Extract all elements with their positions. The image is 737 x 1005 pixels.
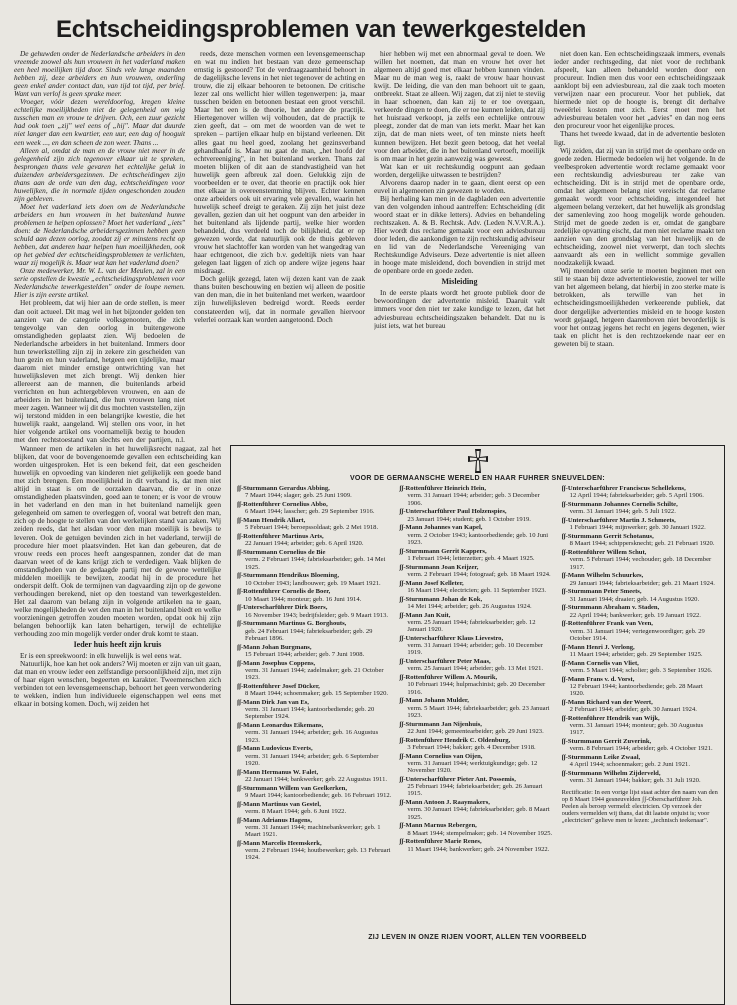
- fallen-name: ʃʃ-Mann Johan Burgmans,: [237, 643, 312, 651]
- fallen-details: 10 Februari 1944; hulpmachinist; geb. 20 December 1916.: [407, 681, 546, 696]
- memorial-entry: [237, 549, 393, 571]
- article-paragraph: Onze medewerker, Mr. W. L. van der Meulen, zal in een serie opstellen de kwestie „echtscheidingsproblemen voor Nederlandsche tewerkgestelden" onder de loupe nemen. Hier is zijn eerste artikel.: [14, 266, 185, 300]
- article-paragraph: Natuurlijk, hoe kan het ook anders? Wij moeten er zijn van uit gaan, dat man en vrouw ieder een zelfstandige persoonlijkheid zijn, met zijn of haar eigen wenschen, begeerten en karakter. Tweemenschen zich verbinden tot een levensgemeenschap, behoort het geen verwondering te wekken, indien hun individueele eigenschappen wel eens met elkaar in botsing komen. Doch, wij zeiden het: [14, 659, 221, 709]
- fallen-details: 3 Februari 1944; bakker; geb. 4 December 1918.: [407, 743, 536, 751]
- article-paragraph: Moet het vaderland iets doen om de Nederlandsche arbeiders en hun vrouwen in het buitenland hunne problemen te helpen oplossen? Moet het vaderland „iets" doen: de Nederlandsche arbeidersgezinnen hebben geen schuld aan dezen oorlog, zoodat zij er minstens recht op hebben, dat anderen haar helpen hun moeilijkheden, ook op het gebied der echtscheidingsproblemen te verlichten, waar zij mogelijk is. Maar wat kan het vaderland doen?: [14, 201, 185, 268]
- fallen-name: ʃʃ-Rottenführer Frank van Veen,: [561, 620, 653, 628]
- fallen-details: 4 April 1944; schoenmaker; geb. 2 Juni 1921.: [569, 761, 690, 769]
- memorial-entry: [237, 517, 393, 532]
- fallen-name: ʃʃ-Sturmmann Johan de Kok,: [399, 595, 483, 603]
- fallen-name: ʃʃ-Sturmmann Willem van Geelkerken,: [237, 784, 347, 792]
- fallen-details: verm. 31 Januari 1944; kantoorbediende; geb. 20 September 1924.: [245, 706, 375, 721]
- memorial-name-grid: [237, 485, 718, 930]
- memorial-entry: [237, 722, 393, 744]
- fallen-name: ʃʃ-Rottenführer Hendrik van Wijk,: [561, 714, 660, 722]
- memorial-entry: [237, 588, 393, 603]
- subheading: Misleiding: [441, 277, 478, 287]
- article-column-4: [554, 50, 725, 445]
- article-paragraph: niet doen kan. Een echtscheidingszaak immers, evenals ieder ander rechtsgeding, dat niet voor de rechtbank afspeelt, kan alleen behandeld worden door een procureur. Indien men dus voor een echtscheidingszaak aanklopt bij een adviesbureau, zal die zaak toch moeten verwijzen naar een procureur. Voor het publiek, dat hiermede niet op de hoogte is, brengt dit derhalve tweeërlei kosten met zich. Eerst moet men het adviesbureau betalen voor het „advies" en dan nog eens den procureur voor het eigenlijke proces.: [554, 50, 725, 131]
- fallen-name: ʃʃ-Sturmmann Joan Keijzer,: [399, 563, 479, 571]
- fallen-name: ʃʃ-Rottenführer Heinrich Hein,: [399, 485, 487, 492]
- rectification-note: Rectificatie: In een vorige lijst staat achter den naam van den op 8 Maart 1944 gesneuvelden ʃʃ-Oberscharführer Joh. Peelen als beroep vermeld: electricien. Op verzoek der ouders vermelden wij thans, dat dit laatste onjuist is; voor „electricien" gelieve men te lezen: „technisch teekenaar".: [561, 788, 718, 824]
- fallen-details: verm. 31 Januari 1944; monteur; geb. 30 Augustus 1917.: [569, 722, 704, 737]
- fallen-details: verm. 31 Januari 1944; arbeider; geb. 10 December 1919.: [407, 642, 543, 657]
- memorial-entry: [562, 754, 718, 769]
- memorial-entry: [399, 485, 555, 507]
- fallen-details: verm. 31 Januari 1944; machinebankwerker; geb. 1 Maart 1921.: [245, 823, 381, 838]
- memorial-entry: [399, 580, 555, 595]
- memorial-entry: [562, 517, 718, 532]
- fallen-details: 12 Februari 1944; kantoorbediende; geb. 28 Maart 1920.: [569, 682, 703, 697]
- fallen-name: ʃʃ-Rottenführer Cornelis de Boer,: [237, 588, 331, 596]
- memorial-entry: [399, 658, 555, 673]
- memorial-entry: [399, 635, 555, 657]
- memorial-entry: [237, 620, 393, 642]
- fallen-details: verm. 8 Maart 1944; geb. 6 Juni 1922.: [245, 807, 347, 815]
- article-column-2: [194, 50, 365, 445]
- memorial-entry: [399, 776, 555, 798]
- fallen-name: ʃʃ-Mann Hendrik Allart,: [237, 517, 306, 524]
- fallen-details: 29 Januari 1944; fabrieksarbeider; geb. 21 Maart 1924.: [569, 579, 715, 587]
- fallen-name: ʃʃ-Mann Johann Mulder,: [399, 697, 469, 705]
- fallen-name: ʃʃ-Unterscharführer Dirk Boers,: [237, 604, 328, 612]
- fallen-name: ʃʃ-Mann Jan Kuit,: [399, 611, 451, 619]
- fallen-name: ʃʃ-Mann Marcelis Heemskerk,: [237, 839, 322, 847]
- article-paragraph: Wanneer men de artikelen in het huwelijksrecht nagaat, zal het blijken, dat voor de bovengenoemde gevallen een echtscheiding kan worden uitgesproken. Het is een bekend feit, dat een gescheiden huwelijk en opvoeding van kinderen niet gelijkelijk een goede band met zich brengen. Een moeilijkheid in dit verband is, dat men niet altijd in staat is om de oorzaken daarvan, die er in onze omstandigheden plaatsvinden, goed aan te tonen; er is voor de vrouw in het vaderland en den man in het buitenland namelijk geen gelegenheid om samen te overleggen of, vooral wat betreft den man, zich op de hoogte te stellen van den werkelijken stand van zaken. Wij zeiden reeds, dat het alsdan voor den man moeilijk is bewijs te leveren. Ook de getuigen bevinden zich in het vaderland, terwijl de procedure hier moet plaatsvinden. Het kan dan gebeuren, dat de vrouw reeds een proces heeft aangespannen, zonder dat de man daarvan weet of de kans krijgt zich te verdedigen. Vaak blijken de omstandigheden van de gedaagde partij met de gewone wettelijke middelen moeilijk te bewijzen, zoodat hij in de procedure het onderspit delft. Ook de termijnen van dagvaarding zijn op de gewone verhoudingen berekend, niet op den toestand van tewerkgestelden. Het zal daarom van belang zijn in volgende artikelen na te gaan, welke mogelijkheden de wet den man in het buitenland biedt en welke voorzieningen getroffen zouden moeten worden, opdat ook hij zijn belangen behoorlijk kan laten behartigen, terwijl de echtelijke verhouding zoo min mogelijk verder onder druk komt te staan.: [14, 445, 221, 639]
- fallen-name: ʃʃ-Rottenführer Willem Schut,: [561, 549, 647, 556]
- article-column-1: [14, 50, 185, 445]
- memorial-entry: [399, 721, 555, 736]
- fallen-details: verm. 31 Januari 1944; arbeider; geb. 16 Augustus 1923.: [245, 729, 379, 744]
- memorial-column-3: [562, 485, 718, 930]
- fallen-name: ʃʃ-Sturmmann Wilhelm Zijderveld,: [561, 770, 661, 777]
- article-paragraph: De gehuwden onder de Nederlandsche arbeiders in den vreemde zoowel als hun vrouwen in het vaderland maken een heel moeilijken tijd door. Sinds vele lange maanden hebben zij, deze arbeiders en hun vrouwen, onderling geen enkel ander contact dan, van tijd tot tijd, per brief. Want van verlof is geen sprake meer.: [14, 50, 185, 99]
- fallen-name: ʃʃ-Rottenführer Willem A. Mourik,: [399, 674, 498, 681]
- fallen-details: 9 Maart 1944; kantoorbediende; geb. 16 Februari 1912.: [245, 791, 392, 799]
- fallen-details: 31 Januari 1944; draaier; geb. 14 Augustus 1920.: [569, 595, 700, 603]
- memorial-entry: [237, 683, 393, 698]
- fallen-details: verm. 8 Februari 1944; arbeider; geb. 4 October 1921.: [569, 745, 713, 753]
- fallen-details: verm. 5 Maart 1944; scholier; geb. 3 September 1926.: [569, 666, 713, 674]
- fallen-details: 7 Maart 1944; slager; geb. 25 Juni 1909.: [245, 492, 352, 500]
- fallen-details: verm. 31 Januari 1944; geb. 5 Juli 1922.: [569, 508, 676, 516]
- fallen-details: verm. 31 Januari 1944; vertegenwoordiger; geb. 29 October 1914.: [569, 627, 705, 642]
- fallen-details: 8 Maart 1944; schoenmaker; geb. 15 September 1920.: [245, 690, 389, 697]
- fallen-details: verm. 31 Januari 1944; bakker; geb. 31 Juli 1920.: [569, 777, 701, 785]
- fallen-details: 23 Januari 1944; student; geb. 1 October 1919.: [407, 515, 531, 523]
- memorial-entry: [562, 699, 718, 714]
- fallen-name: ʃʃ-Sturmmann Abraham v. Staden,: [561, 604, 660, 612]
- fallen-details: verm. 25 Januari 1944; fabrieksarbeider; geb. 12 Januari 1920.: [407, 618, 536, 633]
- fallen-name: ʃʃ-Mann Marnus Rebergen,: [399, 822, 477, 830]
- fallen-details: 1 Februari 1944; letterzetter; geb. 4 Maart 1925.: [407, 554, 535, 562]
- memorial-entry: [237, 572, 393, 587]
- memorial-entry: [399, 737, 555, 752]
- memorial-entry: [562, 715, 718, 737]
- memorial-footer: ZIJ LEVEN IN ONZE RIJEN VOORT, ALLEN TEN VOORBEELD: [368, 934, 587, 941]
- article-paragraph: Wij meenden onze serie te moeten beginnen met een stil te staan bij deze advertentiekwestie, zoowel ter wille van het algemeen belang, dat hierbij in zoo sterke mate is betrokken, als terwille van het in echtscheidingsmoeilijkheden verkeerende publiek, dat door dergelijke advertenties misleid en te hooge kosten wordt gejaagd, hetgeen daarenboven niet bevorderlijk is voor het ontzag jegens het recht en jegens degenen, wier taak en plicht het is den rechtzoekende naar eer en geweten bij te staan.: [554, 266, 725, 348]
- article-headline: Echtscheidingsproblemen van tewerkgestelden: [56, 16, 586, 43]
- subheading: Ieder huis heeft zijn kruis: [73, 640, 162, 650]
- fallen-details: 15 Februari 1944; arbeider; geb. 7 Juni 1908.: [245, 650, 365, 658]
- memorial-entry: [399, 674, 555, 696]
- iron-cross-icon: [465, 448, 491, 474]
- fallen-details: 6 Maart 1944; lasscher; geb. 29 September 1916.: [245, 508, 375, 516]
- fallen-name: ʃʃ-Rottenführer Hendrik C. Oldenburg,: [399, 736, 511, 744]
- fallen-name: ʃʃ-Unterscharführer Klaus Lievestro,: [399, 634, 504, 642]
- fallen-name: ʃʃ-Unterscharführer Paul Holzenspies,: [399, 508, 507, 516]
- fallen-details: 25 Februari 1944; fabrieksarbeider; geb. 26 Januari 1915.: [407, 783, 543, 798]
- fallen-name: ʃʃ-Mann Leonardus Eikemans,: [237, 722, 324, 729]
- memorial-entry: [237, 660, 393, 682]
- fallen-details: 2 Februari 1944; arbeider; geb. 30 Januari 1924.: [569, 706, 697, 713]
- fallen-name: ʃʃ-Mann Josephus Coppens,: [237, 659, 316, 667]
- memorial-entry: [399, 564, 555, 579]
- fallen-name: ʃʃ-Unterscharführer Franciscus Schellekens,: [561, 485, 686, 492]
- fallen-name: ʃʃ-Mann Richard van der Weert,: [561, 698, 653, 706]
- lower-section: [14, 445, 725, 1005]
- memorial-entry: [399, 548, 555, 563]
- fallen-name: ʃʃ-Sturmmann Peter Smeets,: [561, 588, 642, 596]
- fallen-details: 8 Maart 1944; schippersknecht; geb. 21 Februari 1920.: [569, 540, 715, 548]
- article-paragraph: Alvorens daarop nader in te gaan, dient eerst op een euvel in algemeenen zin gewezen te worden.: [374, 177, 545, 195]
- article-paragraph: Wat kan er uit rechtskundig oogpunt aan gedaan worden, dergelijke uitwassen te bestrijden?: [374, 161, 545, 179]
- fallen-name: ʃʃ-Mann Cornelius van Oijen,: [399, 752, 483, 760]
- fallen-name: ʃʃ-Mann Johannes van Kapel,: [399, 524, 483, 532]
- fallen-details: verm. 31 Januari 1944; werktuigkundige; geb. 12 November 1920.: [407, 759, 538, 774]
- memorial-heading: VOOR DE GERMAANSCHE WERELD EN HAAR FUHRER SNEUVELDEN:: [349, 475, 606, 482]
- fallen-name: ʃʃ-Mann Ludovicus Everts,: [237, 745, 313, 753]
- fallen-name: ʃʃ-Mann Josef Kelleter,: [399, 579, 464, 587]
- memorial-entry: [562, 549, 718, 571]
- fallen-name: ʃʃ-Mann Frans v. d. Vorst,: [561, 675, 635, 683]
- fallen-name: ʃʃ-Sturmmann Gerardus Abbing,: [237, 485, 330, 492]
- article-paragraph: Wij zeiden, dat zij van in strijd met de openbare orde en goede zeden. Hiermede bedoelen wij het volgende. In de veelbesproken advertentie wordt reclame gemaakt voor een rechtskundig adviesbureau ter zake van echtscheiding. Dit is in strijd met de openbare orde, omdat het algemeen belang niet vereischt dat reclame gemaakt wordt voor echtscheiding, integendeel het algemeen belang verzekert, dat het huwelijk als grondslag der samenleving zoo hoog mogelijk worde gehouden. Strijd met de goede zeden is er, omdat de gangbare zedelijke opvatting eischt, dat men niet reclame maakt ten aanzien van den grondslag van het huwelijk en de echtscheiding, zoowel niet verwerpt, dan toch slechts aanvaardt als een in wellicht sommige gevallen noodzakelijk kwaad.: [554, 145, 725, 268]
- memorial-entry: [562, 604, 718, 619]
- article-paragraph: Er is een spreekwoord: in elk huwelijk is wel eens wat.: [20, 651, 182, 661]
- fallen-details: 22 Januari 1944; bankwerker; geb. 22 Augustus 1911.: [245, 775, 388, 783]
- fallen-details: 5 Februari 1944; beroepssoldaat; geb. 2 Mei 1918.: [245, 524, 379, 532]
- fallen-name: ʃʃ-Mann Adrianus Hagens,: [237, 816, 312, 824]
- fallen-details: verm. 5 Februari 1944; vechouder; geb. 18 December 1917.: [569, 556, 712, 571]
- fallen-name: ʃʃ-Sturmmann Martinus G. Borghouts,: [237, 620, 347, 628]
- fallen-details: 22 Juni 1944; gemeentearbeider; geb. 29 Juni 1923.: [407, 727, 544, 735]
- article-paragraph: reeds, deze menschen vormen een levensgemeenschap en wat nu indien het bestaan van deze gemeenschap ernstig is gestoord? Tot de verdraagzaamheid behoort in de dagelijksche levens in het niet tegenover de achting en trouw, die zij elkaar behooren te betoonen. De critische lezer zal ons wellicht hier willen tegenwerpen: ja, maar tusschen beiden en betoonen bestaat een groot verschil. Maar het een is de theorie, het andere de practijk. Hiertegenover willen wij volhouden, dat de practijk te zien geeft, dat – om met de woorden van de wet te spreken – partijen elkaar hulp en bijstand verleenen. Dit alles gaat nu heel goed, zoolang het gezinsverband gehandhaafd is. Maar nu gaat de man, „het hoofd der echtvereeniging", in het buitenland werken. Thans zal moeten blijken of dit aan de standvastigheid van het huwelijk geen afbreuk zal doen. Gelukkig zijn de voorbeelden er te over, dat theorie en practijk ook hier met elkaar in overeenstemming blijven. Echter kennen onze arbeiders ook uit ervaring vele gevallen, waarin het huwelijk scheef dreigt te geraken. Zij zijn het juist deze gevallen, gezien dan uit het oogpunt van den arbeider in het buitenland als lijdende partij, welke hier worden behandeld, dus verdeeld toch de bilijkheid, dat er op gewezen worde, dat natuurlijk ook de thuis gebleven vrouw het slachtoffer kan worden van het wangedrag van haar echtgenoot, die zich b.v. gedeltijk niets van haar gelegen laat liggen of zich op andere wijze jegens haar misdraagt.: [194, 50, 365, 276]
- fallen-name: ʃʃ-Sturmmann Hendrikus Bloeming,: [237, 572, 339, 580]
- memorial-entry: [399, 838, 555, 853]
- memorial-entry: [237, 769, 393, 784]
- fallen-details: 14 Mei 1944; arbeider; geb. 26 Augustus 1924.: [407, 602, 532, 610]
- fallen-details: 10 October 1943; landbouwer; geb. 19 Maart 1921.: [245, 579, 381, 587]
- fallen-details: verm. 2 Februari 1944; fotograaf; geb. 18 Maart 1924.: [407, 570, 551, 578]
- memorial-entry: [399, 697, 555, 719]
- memorial-entry: [399, 753, 555, 775]
- fallen-name: ʃʃ-Rottenführer Cornelius Abbo,: [237, 501, 328, 508]
- fallen-name: ʃʃ-Sturmmann Gerrit Zuverink,: [561, 738, 652, 745]
- fallen-details: verm. 31 Januari 1944; arbeider; geb. 6 September 1920.: [245, 752, 379, 767]
- memorial-entry: [237, 501, 393, 516]
- fallen-name: ʃʃ-Sturmmann Johannes Cornelis Schilte,: [561, 501, 678, 508]
- memorial-entry: [237, 533, 393, 548]
- fallen-details: 12 April 1944; fabrieksarbeider; geb. 5 April 1906.: [569, 492, 704, 500]
- memorial-entry: [237, 745, 393, 767]
- memorial-entry: [237, 785, 393, 800]
- article-paragraph: In de eerste plaats wordt het groote publiek door de bewoordingen der advertentie misleid. Daaruit valt immers voor den niet ter zake kundige te lezen, dat het adviesbureau echtscheidingszaken behandelt. Dat nu is juist iets, wat het bureau: [374, 288, 545, 330]
- fallen-name: ʃʃ-Mann Henri J. Verlong,: [561, 643, 635, 651]
- fallen-name: ʃʃ-Unterscharführer Pieter Ant. Possemis,: [399, 775, 516, 783]
- fallen-name: ʃʃ-Unterscharführer Peter Maas,: [399, 658, 491, 665]
- fallen-name: ʃʃ-Mann Dirk Jan van Es,: [237, 698, 309, 706]
- memorial-entry: [399, 822, 555, 837]
- fallen-details: 11 Maart 1944; arbeider; geb. 29 September 1925.: [569, 650, 703, 658]
- fallen-name: ʃʃ-Rottenführer Martinus Arts,: [237, 533, 324, 540]
- fallen-details: 11 Maart 1944; bankwerker; geb. 24 November 1922.: [407, 845, 550, 853]
- article-paragraph: Doch gelijk gezegd, laten wij dezen kant van de zaak thans buiten beschouwing en bezien wij alleen de positie van den man, die in het buitenland met werken, waardoor zijn huwelijksleven bedreigd wordt. Reeds eerder constateerden wij, dat in normale gevallen hiervoor velerlei oorzaak kan worden aangetoond. Doch: [194, 274, 365, 324]
- memorial-entry: [399, 508, 555, 523]
- memorial-entry: [562, 533, 718, 548]
- memorial-entry: [562, 572, 718, 587]
- memorial-entry: [562, 770, 718, 785]
- article-paragraph: Vroeger, vóór dezen wereldoorlog, kregen kleine echtelijke moeilijkheden niet de gelegenheid om wig tusschen man en vrouw te drijven. Och, een zuur gezicht had ook toen „zij" wel eens of „hij". Maar dat duurde niet langer dan een kwartier, een uur, een dag of hooguit een week ..., en dan scheen de zon weer. Thans ...: [14, 97, 185, 147]
- article-top-columns: [14, 50, 725, 445]
- memorial-entry: [562, 501, 718, 516]
- memorial-entry: [562, 660, 718, 675]
- memorial-entry: [562, 676, 718, 698]
- fallen-name: ʃʃ-Sturmmann Gerrit Kappers,: [399, 547, 487, 555]
- memorial-entry: [562, 485, 718, 500]
- memorial-entry: [399, 799, 555, 821]
- fallen-name: ʃʃ-Mann Cornelis van Vliet,: [561, 659, 639, 667]
- memorial-column-2: [399, 485, 555, 930]
- fallen-name: ʃʃ-Sturmmann Leike Zwaal,: [561, 754, 641, 761]
- memorial-entry: [237, 699, 393, 721]
- fallen-details: geb. 24 Februari 1944; fabrieksarbeider; geb. 29 Februari 1896.: [245, 627, 373, 642]
- fallen-name: ʃʃ-Mann Antoon J. Raaymakers,: [399, 799, 490, 806]
- fallen-name: ʃʃ-Rottenführer Marie Renes,: [399, 838, 482, 846]
- memorial-entry: [562, 588, 718, 603]
- fallen-details: verm. 2 Februari 1944; fabrieksarbeider; geb. 14 Mei 1925.: [245, 556, 386, 571]
- fallen-details: verm. 25 Januari 1944; arbeider; geb. 13 Mei 1921.: [407, 665, 544, 673]
- fallen-details: 1 Februari 1944; mijnwerker; geb. 30 Januari 1922.: [569, 524, 706, 532]
- fallen-details: 16 Maart 1944; electricien; geb. 11 September 1923.: [407, 586, 547, 594]
- fallen-details: 8 Maart 1944; stempelmaker; geb. 14 November 1925.: [407, 829, 553, 837]
- memorial-entry: [399, 596, 555, 611]
- memorial-column-1: [237, 485, 393, 930]
- memorial-entry: [237, 801, 393, 816]
- article-paragraph: Thans het tweede kwaad, dat in de advertentie besloten ligt.: [554, 129, 725, 147]
- memorial-box: [230, 445, 725, 1005]
- article-paragraph: hier hebben wij met een abnormaal geval te doen. We willen het noemen, dat man en vrouw het over het algemeen altijd goed met elkaar hebben kunnen vinden. Maar nu de man weg is, raakt de vrouw haar houvast kwijt. De leiding, die van den man behoort uit te gaan, ontbreekt. Staat ze alleen. Wij zagen, dat zij niet te steviig in haar schoenen, dan kan zij te er toe overgaan, verkeerde dingen te doen, die er toe kunnen leiden, dat zij het huisraad verkoopt, ja zelfs een echtelijke ontrouw pleegt, zonder dat de man van iets merkt. Maar het kan zijn, dat de man niets weet, of ten minste niets heeft kunnen bewijzen. Het bezit geen betoog, dat het veelal voor den arbeider, die in het buitenland vertoeft, moeilijk is om maar in het gezin aanwezig was geweest.: [374, 50, 545, 163]
- memorial-entry: [237, 840, 393, 862]
- fallen-details: verm. 5 Maart 1944; fabrieksarbeider; geb. 23 Januari 1923.: [407, 704, 550, 719]
- fallen-name: ʃʃ-Mann Hermanus W. Falet,: [237, 768, 319, 776]
- fallen-name: ʃʃ-Rottenführer Josef Dücker,: [237, 682, 320, 690]
- memorial-entry: [562, 644, 718, 659]
- memorial-entry: [399, 524, 555, 546]
- fallen-name: ʃʃ-Mann Martinus van Gestel,: [237, 800, 321, 808]
- fallen-name: ʃʃ-Mann Wilhelm Schuurkes,: [561, 572, 644, 580]
- fallen-details: 22 April 1944; bankwerker; geb. 19 Januari 1922.: [569, 611, 701, 619]
- memorial-entry: [562, 620, 718, 642]
- memorial-entry: [237, 644, 393, 659]
- fallen-details: 22 Januari 1944; arbeider; geb. 6 April 1920.: [245, 540, 364, 548]
- article-column-3: [374, 50, 545, 445]
- fallen-name: ʃʃ-Sturmmann Cornelius de Bie: [237, 549, 326, 556]
- article-lower-column: [14, 445, 221, 1005]
- fallen-details: verm. 2 Februari 1944; houtbewerker; geb. 13 Februari 1924.: [245, 847, 391, 862]
- fallen-name: ʃʃ-Sturmmann Gerrit Schotanus,: [561, 533, 654, 540]
- memorial-entry: [562, 738, 718, 753]
- article-paragraph: Bij herhaling kan men in de dagbladen een advertentie van den volgenden inhoud aantreffen: Echtscheiding (dit woord staat er in dikke letters). Advies en behandeling rechtszaken. A. & B. Rechtsk. Adv. (Leden N.V.V.R.A.). Hier wordt dus reclame gemaakt voor een adviesbureau door leden, die aankondigen te zijn rechtskundig adviseur en lid van de Nederlandsche Vereeniging van Rechtskundige Adviseurs. Deze advertentie is niet alleen in hooge mate misleidend, doch bovendien in strijd met de openbare orde en goede zeden.: [374, 193, 545, 276]
- article-paragraph: Het probleem, dat wij hier aan de orde stellen, is meer dan ooit actueel. Dit mag wel in het bijzonder gelden ten aanzien van de categorie volksgenooten, die zich tengevolge van den oorlog in buitengewone omstandigheden geplaatst zien. Wij bedoelen de Nederlandsche arbeiders in het buitenland. Immers door hun tewerkstelling zijn zij in zekere zin gescheiden van hun gezin en hun vaderland, hetgeen een tijdelijke, maar daarom niet minder ernstige ontwrichting van het huwelijksleven met zich brengt. Wij denken hier allereerst aan de mannen, die buitenlands arbeid verrichten en hun achtergebleven vrouwen, en aan de arbeiders in het buitenland, die hun vrouwen lang niet meer zagen. Wanneer wij dit dus mochten vaststellen, zijn wij terstond midden in een belangrijke kwestie, die het huwelijk raakt, aangeland. Wij stellen ons voor, in het hier volgende artikel ons voornamelijk bezig te houden met den rechtstoestand van slechts een der partijen, n.l.: [14, 298, 185, 445]
- fallen-details: 16 November 1943; bedrijfsleider; geb. 9 Maart 1913.: [245, 611, 389, 619]
- article-paragraph: Alleen al, omdat de man en de vrouw niet meer in de gelegenheid zijn zich tegenover elkaar uit te spreken, besprongen thans vele gevaren het echtelijke geluk in duizenden arbeidersgezinnen. De echtscheidingen zijn thans aan de orde van den dag, echtscheidingen voor huwelijken, die in normale tijden ongeschonden zouden zijn gebleven.: [14, 145, 185, 203]
- fallen-details: 10 Maart 1944; monteur; geb. 16 Juni 1914.: [245, 595, 362, 603]
- fallen-name: ʃʃ-Unterscharführer Martin J. Schmeets,: [561, 517, 676, 524]
- memorial-entry: [237, 817, 393, 839]
- memorial-entry: [399, 612, 555, 634]
- fallen-details: verm. 31 Januari 1944; zadelmaker; geb. 21 October 1923.: [245, 666, 384, 681]
- memorial-entry: [237, 604, 393, 619]
- fallen-details: verm. 30 Januari 1944; fabrieksarbeider; geb. 8 Maart 1925.: [407, 806, 550, 821]
- fallen-details: verm. 2 October 1943; kantoorbediende; geb. 10 Juni 1923.: [407, 531, 549, 546]
- fallen-details: verm. 31 Januari 1944; arbeider; geb. 3 December 1906.: [407, 492, 540, 507]
- fallen-name: ʃʃ-Sturmmann Jan Nijenhuis,: [399, 720, 482, 728]
- memorial-entry: [237, 485, 393, 500]
